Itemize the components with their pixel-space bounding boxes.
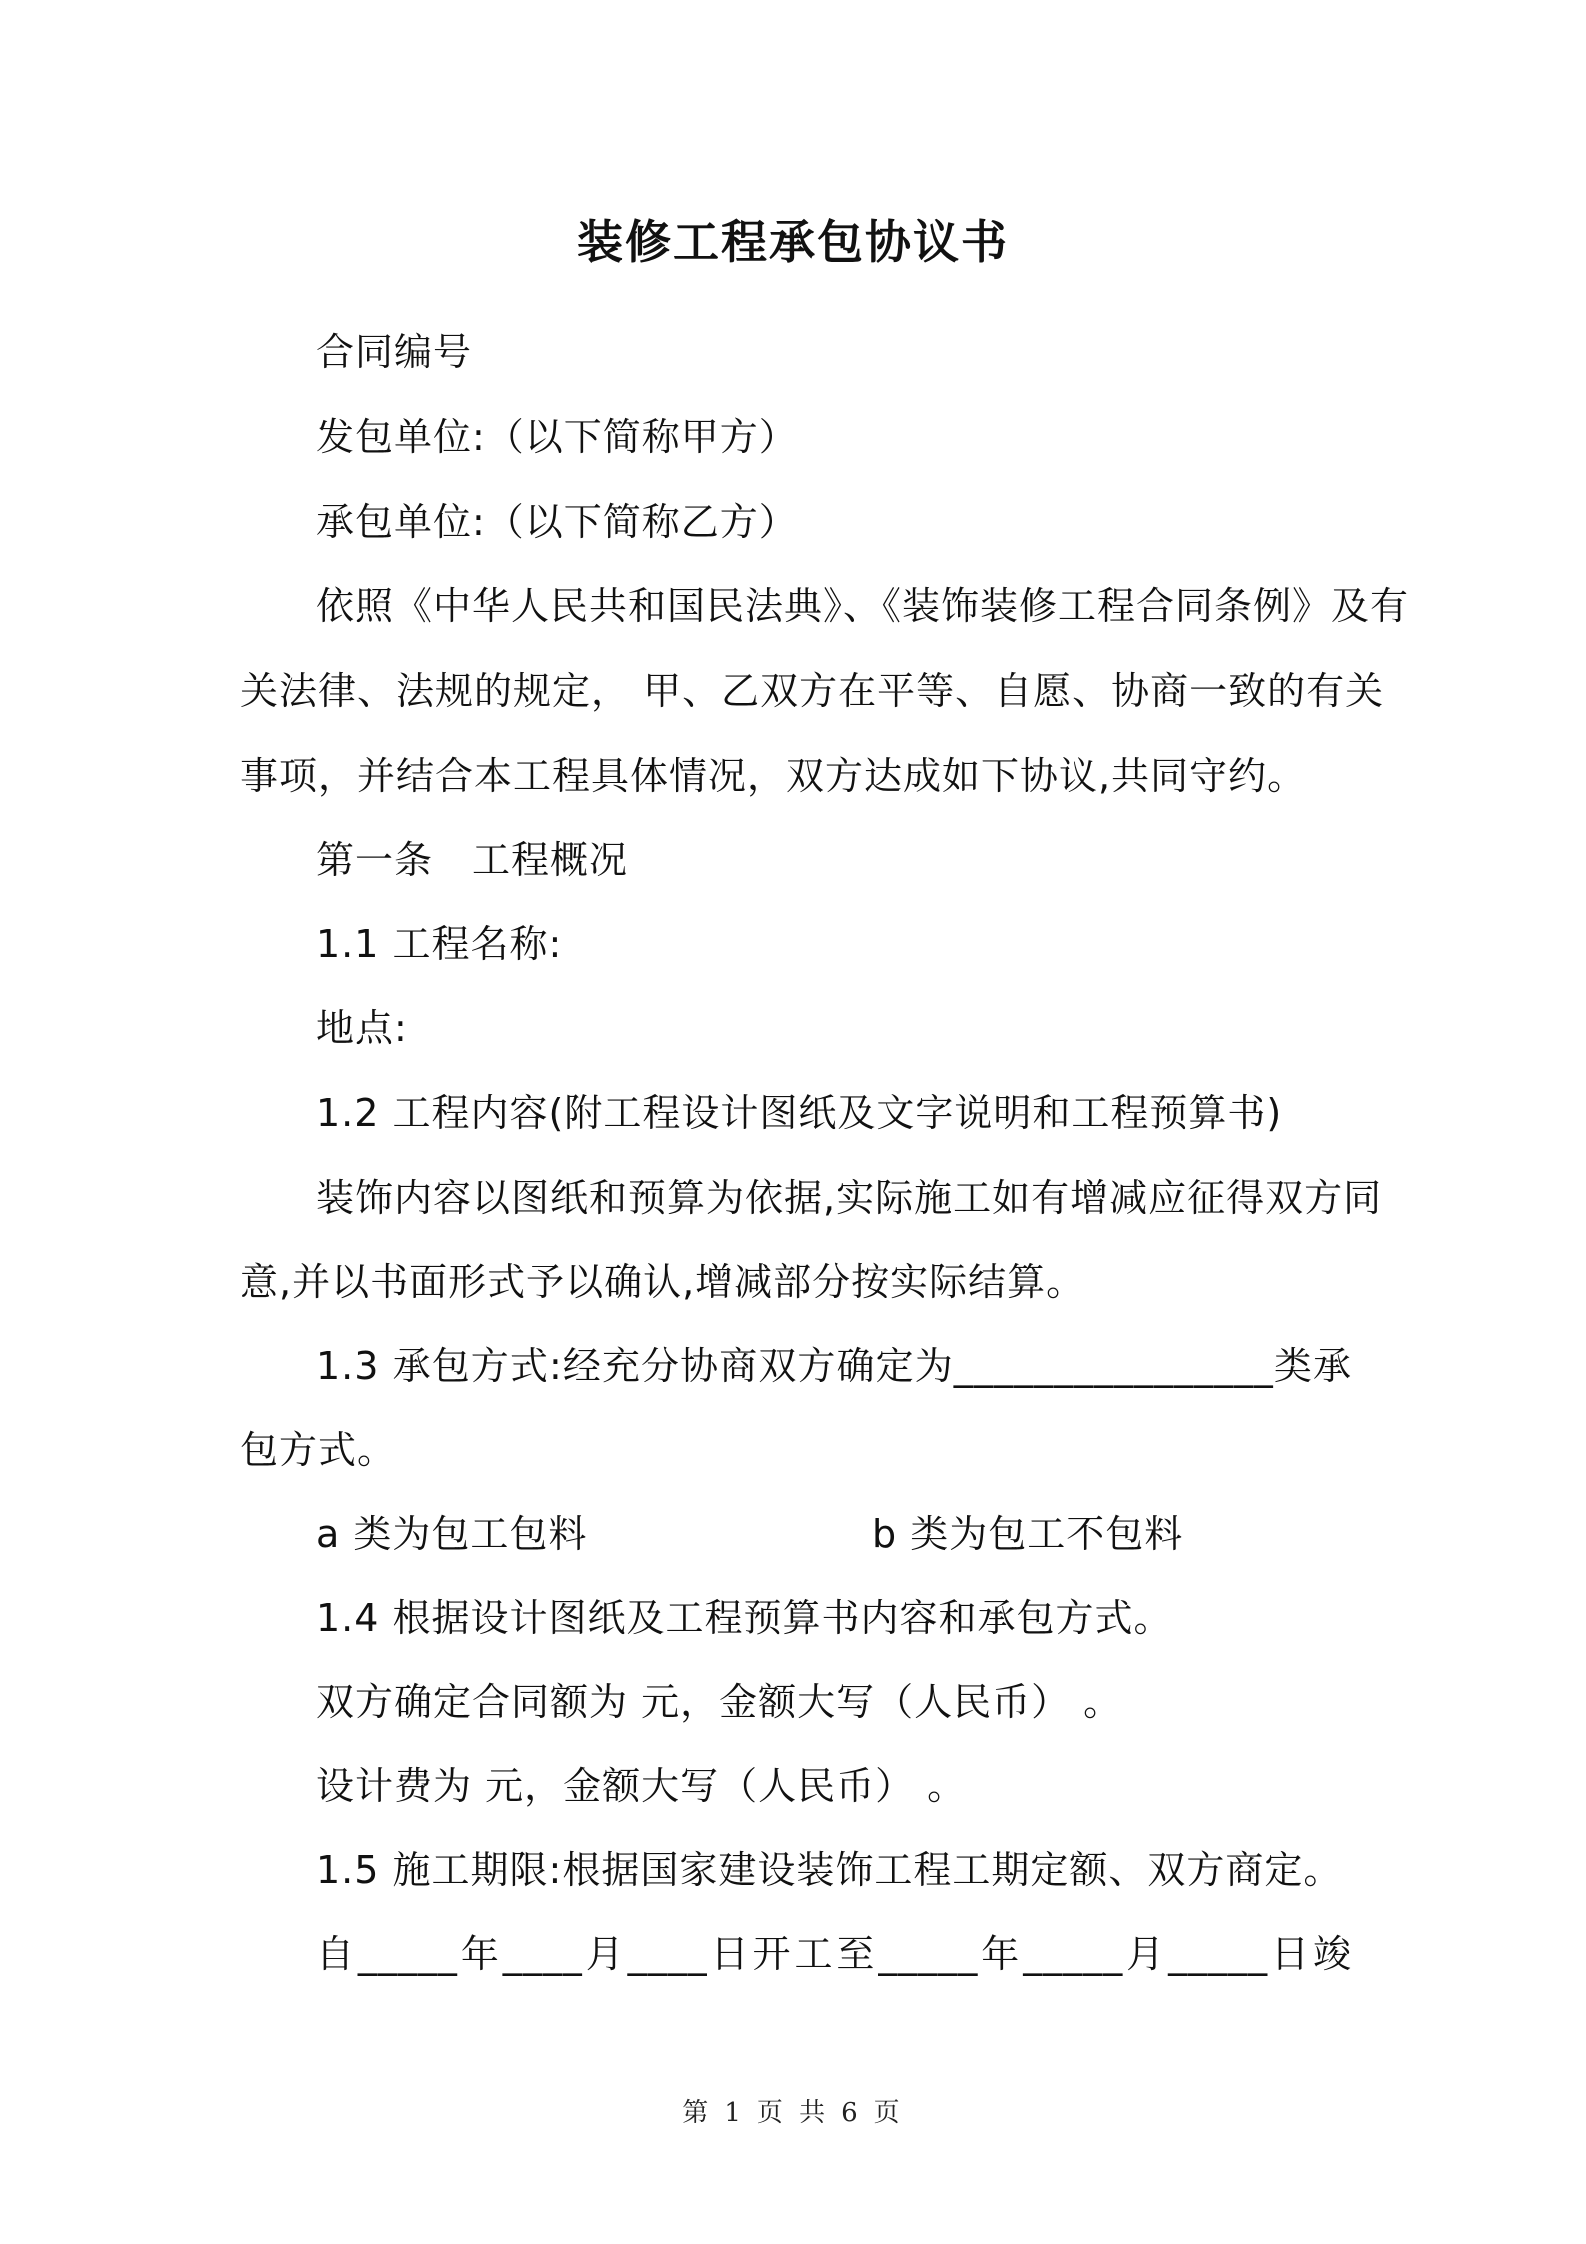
page-footer — [0, 2092, 1586, 2129]
preamble-line-2: 关法律、法规的规定， 甲、乙双方在平等、自愿、协商一致的有关 — [240, 669, 1385, 713]
item-1-1: 1.1 工程名称: — [316, 922, 563, 966]
contract-amount-line: 双方确定合同额为 元，金额大写（人民币） 。 — [316, 1680, 1123, 1724]
contract-number-label: 合同编号 — [316, 330, 473, 374]
construction-period-line: 自_____年____月____日开工至_____年_____月_____日竣 — [316, 1932, 1352, 1976]
design-fee-line: 设计费为 元，金额大写（人民币） 。 — [316, 1764, 967, 1808]
article-1-heading: 第一条 工程概况 — [316, 838, 629, 882]
location-label: 地点: — [316, 1006, 408, 1050]
item-1-4: 1.4 根据设计图纸及工程预算书内容和承包方式。 — [316, 1596, 1173, 1640]
item-1-5: 1.5 施工期限:根据国家建设装饰工程工期定额、双方商定。 — [316, 1848, 1343, 1892]
footer-prefix: 第 — [682, 2098, 713, 2128]
party-a-label: 发包单位:（以下简称甲方） — [316, 415, 798, 459]
footer-total-pages: 6 — [841, 2098, 862, 2128]
item-1-3-line-1: 1.3 承包方式:经充分协商双方确定为________________类承 — [316, 1344, 1352, 1388]
decoration-line-1: 装饰内容以图纸和预算为依据,实际施工如有增减应征得双方同 — [316, 1176, 1383, 1220]
party-b-label: 承包单位:（以下简称乙方） — [316, 500, 798, 544]
item-1-2: 1.2 工程内容(附工程设计图纸及文字说明和工程预算书) — [316, 1091, 1283, 1135]
option-a: a 类为包工包料 — [316, 1512, 588, 1556]
preamble-line-3: 事项，并结合本工程具体情况，双方达成如下协议,共同守约。 — [240, 754, 1307, 798]
item-1-3-line-2: 包方式。 — [240, 1428, 397, 1472]
option-b: b 类为包工不包料 — [872, 1512, 1184, 1556]
footer-middle: 页 共 — [756, 2098, 830, 2128]
footer-suffix: 页 — [873, 2098, 904, 2128]
document-title: 装修工程承包协议书 — [577, 215, 1009, 269]
footer-current-page: 1 — [724, 2098, 745, 2128]
decoration-line-2: 意,并以书面形式予以确认,增减部分按实际结算。 — [240, 1260, 1086, 1304]
preamble-line-1: 依照《中华人民共和国民法典》、《装饰装修工程合同条例》及有 — [316, 584, 1410, 628]
